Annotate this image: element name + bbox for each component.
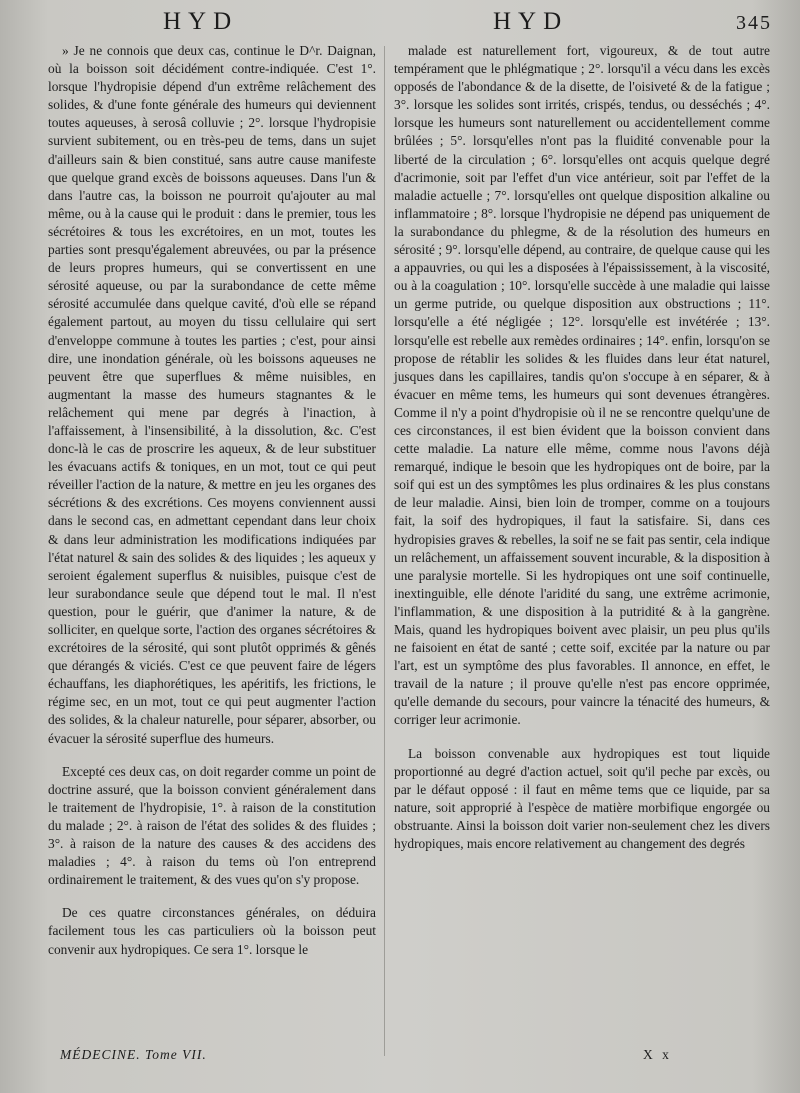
page-number: 345 <box>736 12 772 34</box>
paragraph: malade est naturellement fort, vigoureux, & de tout autre tempérament que le phlégmatique ; 2°. lorsqu'il a vécu dans les excès opposés de l'abondance & de la disette, de l'oisiveté & de la fatigue ; 3°. lorsque les solides sont irrités, crispés, tendus, ou desséchés ; 4°. lorsque les humeurs sont naturellement ou accidentellement comme brûlées ; 5°. lorsqu'elles n'ont pas la fluidité convenable pour la liberté de la circulation ; 6°. lorsqu'elles ont acquis quelque degré d'acrimonie, soit par l'effet d'un vice antérieur, soit par l'effet de la maladie actuelle ; 7°. lorsqu'elles ont quelque disposition alkaline ou inflammatoire ; 8°. lorsque l'hydropisie ne dépend pas uniquement de la surabondance du phlegme, & de la résolution des humeurs en sérosité ; 9°. lorsqu'elle dépend, au contraire, de quelque cause qui les a appauvries, ou qui les a disposées à l'épaississement, à la viscosité, ou à la coagulation ; 10°. lorsqu'elle succède à une maladie qui laisse un germe putride, ou quelque disposition aux obstructions ; 11°. lorsqu'elle a été négligée ; 12°. lorsqu'elle est invétérée ; 13°. lorsqu'elle est rebelle aux remèdes ordinaires ; 14°. enfin, lorsqu'on se propose de rétablir les solides & les fluides dans leur état naturel, jusques dans les capillaires, tandis qu'on s'occupe à en séparer, & à évacuer en même tems, les humeurs qui sont devenues étrangères. Comme il n'y a point d'hydropisie où il ne se rencontre quelqu'une de ces circonstances, il est bien évident que la boisson convient dans cette maladie. La nature elle même, comme nous l'avons déjà remarqué, indique le besoin que les hydropiques ont de boire, par la soif qui est un des symptômes les plus ordinaires & les plus constans de leur maladie. Ainsi, bien loin de tromper, comme on a toujours fait, la soif des hydropiques, il faut la satisfaire. Si, dans ces hydropisies graves & rebelles, la soif ne se fait pas sentir, cela indique un relâchement, un affaissement souvent incurable, & la disposition à une paralysie mortelle. Si les hydropiques ont une soif continuelle, inextinguible, elle dénote l'aridité du sang, une extrême acrimonie, l'inflammation, & une disposition à la putridité & à la gangrène. Mais, quand les hydropiques boivent avec plaisir, un peu plus qu'ils ne faisoient en état de santé ; cette soif, excitée par la nature ou par l'art, est un symptôme des plus favorables. Il annonce, en effet, le travail de la nature ; il prouve qu'elle n'est pas encore opprimée, qu'elle demande du secours, pour vaincre la ténacité des humeurs, & corriger leur acrimonie. <box>394 43 770 728</box>
paragraph: La boisson convenable aux hydropiques est tout liquide proportionné au degré d'action actuel, soit qu'il peche par excès, ou par le défaut opposé : il faut en même tems que ce liquide, par sa nature, soit approprié à l'espèce de matière morbifique engorgée ou obstruante. Ainsi la boisson doit varier non-seulement chez les divers hydropiques, mais encore relativement au changement des degrés <box>394 745 770 852</box>
running-head <box>0 8 800 40</box>
paragraph: » Je ne connois que deux cas, continue le D^r. Daignan, où la boisson soit décidément contre-indiquée. C'est 1°. lorsque l'hydropisie dépend d'un extrême relâchement des solides, & d'une fonte générale des humeurs qui deviennent toutes aqueuses, à serosâ colluvie ; 2°. lorsque l'hydropisie survient subitement, ou en très-peu de tems, dans un sujet d'ailleurs sain & bien constitué, sans autre cause manifeste que quelque grand excès de boissons aqueuses. Dans l'un & dans l'autre cas, la boisson ne pourroit qu'ajouter au mal même, ou à la cause qui le produit : dans le premier, tous les sécrétoires & tous les excrétoires, en un mot, toutes les parties sont presqu'également abreuvées, ou par la présence de leurs propres humeurs, qui se convertissent en une sérosité aqueuse, ou par la surabondance de cette même sérosité accumulée dans quelque cavité, d'où elle se répand également partout, au moyen du tissu cellulaire qui sert d'enveloppe commune à toutes les parties ; c'est, pour ainsi dire, une inondation générale, où les boissons aqueuses ne peuvent être que superflues & même nuisibles, en augmentant la masse des humeurs stagnantes & le relâchement qui mene par degrés à l'inaction, à l'affaissement, à l'insensibilité, à la dissolution, &c. C'est donc-là le cas de proscrire les aqueux, & de leur substituer les évacuans actifs & toniques, en un mot, tout ce qui peut réveiller l'action de la nature, & mettre en jeu les organes des sécrétions & des excrétions. Ces moyens conviennent aussi dans le second cas, en admettant cependant dans leur choix & dans leur administration les modifications indiquées par l'état naturel & sain des solides & des liquides ; les aqueux y seroient également superflus & nuisibles, puisque c'est de leur surabondance seule que dépend tout le mal. Il n'est question, pour le guérir, que d'animer la nature, & de solliciter, en quelque sorte, l'action des organes sécrétoires & excrétoires de la sérosité, qui sont plutôt opprimés & gênés que dérangés & viciés. C'est ce que peuvent faire de légers échauffans, les diaphorétiques, les apéritifs, les frictions, le régime sec, en un mot, tout ce qui peut augmenter l'action des solides, & la chaleur naturelle, pour séparer, absorber, ou évacuer la sérosité superflue des humeurs. <box>48 43 376 746</box>
page-footer <box>60 1047 760 1069</box>
paragraph: De ces quatre circonstances générales, on déduira facilement tous les cas particuliers où la boisson peut convenir aux hydropiques. Ce sera 1°. lorsque le <box>48 905 376 957</box>
running-head-right: HYD <box>493 8 569 35</box>
running-head-left: HYD <box>163 8 239 35</box>
left-column <box>48 42 376 959</box>
paragraph: Excepté ces deux cas, on doit regarder comme un point de doctrine assuré, que la boisson convient généralement dans le traitement de l'hydropisie, 1°. à raison de la constitution du malade ; 2°. à raison de l'état des solides & des fluides ; 3°. à raison de la nature des causes & des accidens des maladies ; 4°. à raison du tems où l'on entreprend ordinairement le traitement, & des vues qu'on s'y propose. <box>48 763 376 888</box>
volume-title: MÉDECINE. Tome VII. <box>60 1047 207 1062</box>
right-column <box>394 42 770 853</box>
signature-mark: X x <box>643 1047 672 1062</box>
column-divider <box>384 46 385 1056</box>
